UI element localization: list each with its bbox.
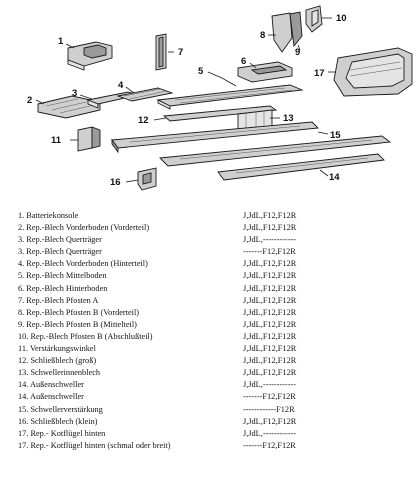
list-item bbox=[18, 246, 413, 258]
part-description: 10. Rep.-Blech Pfosten B (Abschlußteil) bbox=[18, 331, 153, 341]
part-description: 13. Schwellerinnenblech bbox=[18, 368, 101, 378]
part-models: J,JdL,------------ bbox=[243, 380, 296, 390]
part-description: 17. Rep.- Kotflügel hinten bbox=[18, 428, 106, 438]
part-description: 5. Rep.-Blech Mittelboden bbox=[18, 271, 107, 281]
list-item bbox=[18, 270, 413, 282]
callout-9: 9 bbox=[295, 47, 301, 58]
callout-14: 14 bbox=[329, 172, 340, 183]
part-models: J,JdL,F12,F12R bbox=[243, 368, 297, 378]
list-item bbox=[18, 210, 413, 222]
callout-4: 4 bbox=[118, 80, 124, 91]
part-models: J,JdL,F12,F12R bbox=[243, 283, 297, 293]
part-8-b-pillar-front bbox=[272, 13, 292, 52]
callout-16: 16 bbox=[110, 177, 121, 188]
list-item bbox=[18, 307, 413, 319]
part-description: 3. Rep.-Blech Querträger bbox=[18, 235, 102, 245]
part-models: J,JdL,F12,F12R bbox=[243, 356, 297, 366]
callout-1: 1 bbox=[58, 36, 64, 47]
part-description: 11. Verstärkungswinkel bbox=[18, 344, 96, 354]
part-description: 12. Schließblech (groß) bbox=[18, 356, 97, 366]
part-description: 14. Außenschweller bbox=[18, 380, 84, 390]
callout-2: 2 bbox=[27, 95, 33, 106]
part-models: J,JdL,F12,F12R bbox=[243, 331, 297, 341]
callout-17: 17 bbox=[314, 68, 325, 79]
part-description: 15. Schwellerverstärkung bbox=[18, 404, 103, 414]
list-item bbox=[18, 391, 413, 403]
part-description: 17. Rep.- Kotflügel hinten (schmal oder breit) bbox=[18, 440, 171, 450]
part-models: J,JdL,------------ bbox=[243, 428, 296, 438]
part-models: J,JdL,F12,F12R bbox=[243, 271, 297, 281]
list-item bbox=[18, 416, 413, 428]
part-models: J,JdL,------------ bbox=[243, 235, 296, 245]
part-17-rear-fender bbox=[334, 48, 412, 96]
part-description: 3. Rep.-Blech Querträger bbox=[18, 247, 102, 257]
part-11-reinforcement-angle bbox=[78, 127, 100, 151]
part-16-striker-plate-small bbox=[138, 168, 156, 190]
part-10-b-pillar-end bbox=[306, 6, 322, 32]
callout-13: 13 bbox=[283, 113, 294, 124]
list-item bbox=[18, 404, 413, 416]
list-item bbox=[18, 234, 413, 246]
callout-5: 5 bbox=[198, 66, 204, 77]
part-1-battery-console bbox=[68, 42, 112, 70]
part-models: J,JdL,F12,F12R bbox=[243, 416, 297, 426]
part-models: J,JdL,F12,F12R bbox=[243, 259, 297, 269]
list-item bbox=[18, 355, 413, 367]
part-description: 16. Schließblech (klein) bbox=[18, 416, 98, 426]
list-item bbox=[18, 379, 413, 391]
part-description: 1. Batteriekonsole bbox=[18, 211, 79, 220]
callout-6: 6 bbox=[241, 56, 247, 67]
part-description: 2. Rep.-Blech Vorderboden (Vorderteil) bbox=[18, 223, 150, 233]
callout-11: 11 bbox=[51, 135, 62, 146]
part-description: 4. Rep.-Blech Vorderboden (Hinterteil) bbox=[18, 259, 148, 269]
part-7-a-pillar bbox=[156, 34, 166, 70]
part-models: -------F12,F12R bbox=[243, 247, 296, 257]
list-item bbox=[18, 258, 413, 270]
parts-list bbox=[18, 210, 413, 452]
callout-12: 12 bbox=[138, 115, 149, 126]
part-description: 7. Rep.-Blech Pfosten A bbox=[18, 295, 99, 305]
callout-10: 10 bbox=[336, 13, 347, 24]
part-description: 6. Rep.-Blech Hinterboden bbox=[18, 283, 108, 293]
list-item bbox=[18, 367, 413, 379]
part-models: -------F12,F12R bbox=[243, 392, 296, 402]
part-models: ------------F12R bbox=[243, 404, 295, 414]
part-models: J,JdL,F12,F12R bbox=[243, 344, 297, 354]
part-5-center-floor bbox=[158, 85, 302, 109]
part-description: 9. Rep.-Blech Pfosten B (Mittelteil) bbox=[18, 319, 137, 329]
list-item bbox=[18, 295, 413, 307]
callout-3: 3 bbox=[72, 88, 78, 99]
part-models: J,JdL,F12,F12R bbox=[243, 211, 297, 220]
part-models: J,JdL,F12,F12R bbox=[243, 307, 297, 317]
callout-7: 7 bbox=[178, 47, 184, 58]
part-models: J,JdL,F12,F12R bbox=[243, 223, 297, 233]
list-item bbox=[18, 283, 413, 295]
part-models: J,JdL,F12,F12R bbox=[243, 295, 297, 305]
list-item bbox=[18, 222, 413, 234]
list-item bbox=[18, 343, 413, 355]
list-item bbox=[18, 319, 413, 331]
exploded-parts-diagram bbox=[0, 0, 418, 205]
part-9-b-pillar-middle bbox=[290, 12, 302, 46]
list-item bbox=[18, 428, 413, 440]
list-item bbox=[18, 440, 413, 452]
part-description: 14. Außenschweller bbox=[18, 392, 84, 402]
callout-8: 8 bbox=[260, 30, 266, 41]
list-item bbox=[18, 331, 413, 343]
part-models: J,JdL,F12,F12R bbox=[243, 319, 297, 329]
part-models: -------F12,F12R bbox=[243, 440, 296, 450]
part-description: 8. Rep.-Blech Pfosten B (Vorderteil) bbox=[18, 307, 140, 317]
callout-15: 15 bbox=[330, 130, 341, 141]
